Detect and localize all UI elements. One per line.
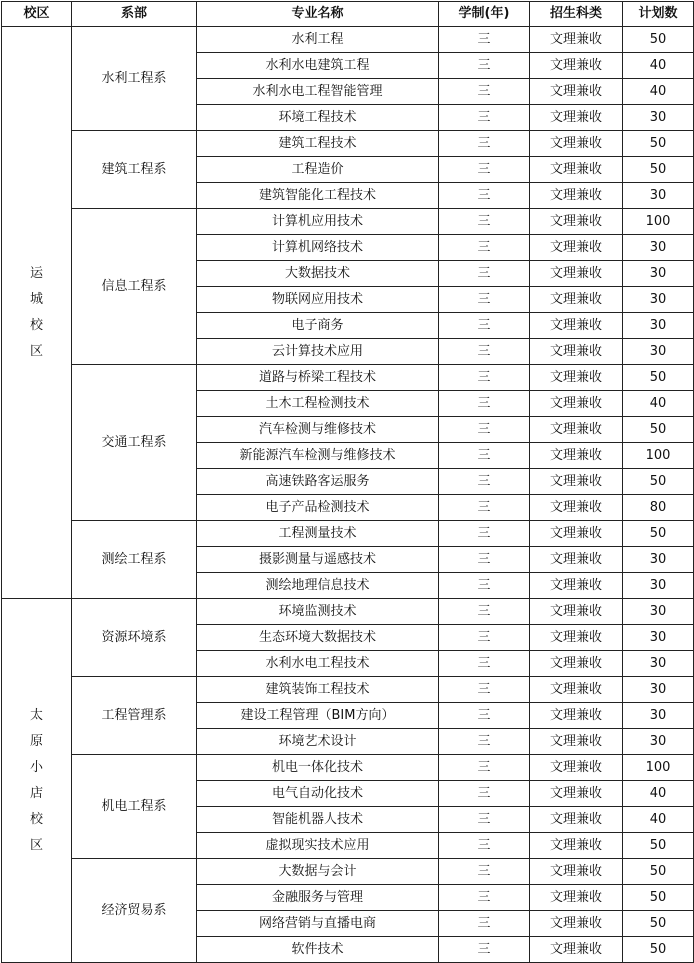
table-row: [2, 521, 694, 547]
table-row: [2, 365, 694, 391]
plan-count-cell: 30: [623, 625, 694, 651]
plan-count-cell: 30: [623, 105, 694, 131]
major-name-cell: 土木工程检测技术: [197, 391, 439, 417]
duration-cell: 三: [439, 287, 530, 313]
duration-cell: 三: [439, 885, 530, 911]
department-cell: 建筑工程系: [72, 131, 197, 209]
duration-cell: 三: [439, 443, 530, 469]
header-plan-count: 计划数: [623, 2, 694, 27]
major-name-cell: 建筑装饰工程技术: [197, 677, 439, 703]
plan-count-cell: 50: [623, 469, 694, 495]
major-name-cell: 云计算技术应用: [197, 339, 439, 365]
category-cell: 文理兼收: [530, 859, 623, 885]
header-major: 专业名称: [197, 2, 439, 27]
plan-count-cell: 50: [623, 27, 694, 53]
plan-count-cell: 50: [623, 937, 694, 963]
plan-count-cell: 30: [623, 547, 694, 573]
category-cell: 文理兼收: [530, 131, 623, 157]
duration-cell: 三: [439, 261, 530, 287]
duration-cell: 三: [439, 183, 530, 209]
category-cell: 文理兼收: [530, 261, 623, 287]
duration-cell: 三: [439, 625, 530, 651]
plan-count-cell: 30: [623, 573, 694, 599]
category-cell: 文理兼收: [530, 469, 623, 495]
category-cell: 文理兼收: [530, 781, 623, 807]
major-name-cell: 工程测量技术: [197, 521, 439, 547]
duration-cell: 三: [439, 937, 530, 963]
category-cell: 文理兼收: [530, 729, 623, 755]
department-cell: 水利工程系: [72, 27, 197, 131]
duration-cell: 三: [439, 131, 530, 157]
category-cell: 文理兼收: [530, 209, 623, 235]
table-row: [2, 599, 694, 625]
major-name-cell: 电子商务: [197, 313, 439, 339]
major-name-cell: 工程造价: [197, 157, 439, 183]
major-name-cell: 环境工程技术: [197, 105, 439, 131]
duration-cell: 三: [439, 859, 530, 885]
duration-cell: 三: [439, 781, 530, 807]
table-row: [2, 131, 694, 157]
major-name-cell: 水利工程: [197, 27, 439, 53]
major-name-cell: 网络营销与直播电商: [197, 911, 439, 937]
major-name-cell: 高速铁路客运服务: [197, 469, 439, 495]
duration-cell: 三: [439, 755, 530, 781]
major-name-cell: 环境监测技术: [197, 599, 439, 625]
major-name-cell: 环境艺术设计: [197, 729, 439, 755]
plan-count-cell: 30: [623, 287, 694, 313]
header-row: [2, 2, 694, 27]
category-cell: 文理兼收: [530, 755, 623, 781]
category-cell: 文理兼收: [530, 287, 623, 313]
duration-cell: 三: [439, 547, 530, 573]
plan-count-cell: 50: [623, 521, 694, 547]
duration-cell: 三: [439, 911, 530, 937]
enrollment-plan-table: [1, 1, 694, 963]
duration-cell: 三: [439, 391, 530, 417]
category-cell: 文理兼收: [530, 833, 623, 859]
duration-cell: 三: [439, 365, 530, 391]
major-name-cell: 生态环境大数据技术: [197, 625, 439, 651]
category-cell: 文理兼收: [530, 677, 623, 703]
major-name-cell: 机电一体化技术: [197, 755, 439, 781]
duration-cell: 三: [439, 27, 530, 53]
major-name-cell: 建设工程管理（BIM方向）: [197, 703, 439, 729]
plan-count-cell: 100: [623, 209, 694, 235]
plan-count-cell: 30: [623, 703, 694, 729]
major-name-cell: 水利水电工程技术: [197, 651, 439, 677]
table-body: [2, 27, 694, 963]
duration-cell: 三: [439, 417, 530, 443]
major-name-cell: 软件技术: [197, 937, 439, 963]
plan-count-cell: 30: [623, 677, 694, 703]
plan-count-cell: 100: [623, 443, 694, 469]
category-cell: 文理兼收: [530, 885, 623, 911]
duration-cell: 三: [439, 703, 530, 729]
major-name-cell: 电子产品检测技术: [197, 495, 439, 521]
plan-count-cell: 50: [623, 911, 694, 937]
category-cell: 文理兼收: [530, 79, 623, 105]
plan-count-cell: 50: [623, 885, 694, 911]
category-cell: 文理兼收: [530, 547, 623, 573]
major-name-cell: 汽车检测与维修技术: [197, 417, 439, 443]
campus-name: 运城校区: [29, 265, 43, 359]
plan-count-cell: 40: [623, 391, 694, 417]
plan-count-cell: 50: [623, 131, 694, 157]
major-name-cell: 智能机器人技术: [197, 807, 439, 833]
campus-cell: [2, 599, 72, 963]
duration-cell: 三: [439, 729, 530, 755]
duration-cell: 三: [439, 573, 530, 599]
category-cell: 文理兼收: [530, 365, 623, 391]
plan-count-cell: 30: [623, 313, 694, 339]
category-cell: 文理兼收: [530, 651, 623, 677]
category-cell: 文理兼收: [530, 911, 623, 937]
category-cell: 文理兼收: [530, 339, 623, 365]
header-category: 招生科类: [530, 2, 623, 27]
category-cell: 文理兼收: [530, 235, 623, 261]
department-cell: 机电工程系: [72, 755, 197, 859]
category-cell: 文理兼收: [530, 417, 623, 443]
category-cell: 文理兼收: [530, 937, 623, 963]
plan-count-cell: 50: [623, 365, 694, 391]
department-cell: 交通工程系: [72, 365, 197, 521]
duration-cell: 三: [439, 313, 530, 339]
table-row: [2, 209, 694, 235]
major-name-cell: 大数据技术: [197, 261, 439, 287]
duration-cell: 三: [439, 79, 530, 105]
duration-cell: 三: [439, 235, 530, 261]
table-row: [2, 755, 694, 781]
duration-cell: 三: [439, 651, 530, 677]
plan-count-cell: 50: [623, 859, 694, 885]
department-cell: 资源环境系: [72, 599, 197, 677]
major-name-cell: 计算机应用技术: [197, 209, 439, 235]
department-cell: 经济贸易系: [72, 859, 197, 963]
duration-cell: 三: [439, 807, 530, 833]
department-cell: 信息工程系: [72, 209, 197, 365]
plan-count-cell: 50: [623, 417, 694, 443]
category-cell: 文理兼收: [530, 443, 623, 469]
duration-cell: 三: [439, 495, 530, 521]
category-cell: 文理兼收: [530, 53, 623, 79]
major-name-cell: 水利水电工程智能管理: [197, 79, 439, 105]
plan-count-cell: 40: [623, 781, 694, 807]
header-department: 系部: [72, 2, 197, 27]
category-cell: 文理兼收: [530, 599, 623, 625]
duration-cell: 三: [439, 833, 530, 859]
category-cell: 文理兼收: [530, 625, 623, 651]
major-name-cell: 测绘地理信息技术: [197, 573, 439, 599]
plan-count-cell: 50: [623, 157, 694, 183]
major-name-cell: 水利水电建筑工程: [197, 53, 439, 79]
major-name-cell: 建筑智能化工程技术: [197, 183, 439, 209]
plan-count-cell: 50: [623, 833, 694, 859]
plan-count-cell: 40: [623, 53, 694, 79]
category-cell: 文理兼收: [530, 183, 623, 209]
major-name-cell: 道路与桥梁工程技术: [197, 365, 439, 391]
plan-count-cell: 30: [623, 651, 694, 677]
category-cell: 文理兼收: [530, 27, 623, 53]
plan-count-cell: 30: [623, 261, 694, 287]
category-cell: 文理兼收: [530, 573, 623, 599]
plan-count-cell: 30: [623, 183, 694, 209]
duration-cell: 三: [439, 599, 530, 625]
major-name-cell: 建筑工程技术: [197, 131, 439, 157]
major-name-cell: 计算机网络技术: [197, 235, 439, 261]
duration-cell: 三: [439, 53, 530, 79]
major-name-cell: 新能源汽车检测与维修技术: [197, 443, 439, 469]
major-name-cell: 金融服务与管理: [197, 885, 439, 911]
table-row: [2, 859, 694, 885]
plan-count-cell: 30: [623, 599, 694, 625]
campus-cell: [2, 27, 72, 599]
category-cell: 文理兼收: [530, 157, 623, 183]
duration-cell: 三: [439, 339, 530, 365]
major-name-cell: 电气自动化技术: [197, 781, 439, 807]
department-cell: 工程管理系: [72, 677, 197, 755]
duration-cell: 三: [439, 469, 530, 495]
plan-count-cell: 40: [623, 807, 694, 833]
category-cell: 文理兼收: [530, 521, 623, 547]
department-cell: 测绘工程系: [72, 521, 197, 599]
header-campus: 校区: [2, 2, 72, 27]
category-cell: 文理兼收: [530, 807, 623, 833]
campus-name: 太原小店校区: [29, 707, 43, 853]
major-name-cell: 虚拟现实技术应用: [197, 833, 439, 859]
duration-cell: 三: [439, 209, 530, 235]
category-cell: 文理兼收: [530, 105, 623, 131]
major-name-cell: 大数据与会计: [197, 859, 439, 885]
major-name-cell: 摄影测量与遥感技术: [197, 547, 439, 573]
table-row: [2, 677, 694, 703]
header-duration: 学制(年): [439, 2, 530, 27]
plan-count-cell: 30: [623, 339, 694, 365]
duration-cell: 三: [439, 105, 530, 131]
duration-cell: 三: [439, 677, 530, 703]
plan-count-cell: 30: [623, 729, 694, 755]
plan-count-cell: 100: [623, 755, 694, 781]
category-cell: 文理兼收: [530, 391, 623, 417]
major-name-cell: 物联网应用技术: [197, 287, 439, 313]
plan-count-cell: 40: [623, 79, 694, 105]
category-cell: 文理兼收: [530, 313, 623, 339]
plan-count-cell: 30: [623, 235, 694, 261]
table-row: [2, 27, 694, 53]
duration-cell: 三: [439, 157, 530, 183]
category-cell: 文理兼收: [530, 495, 623, 521]
plan-count-cell: 80: [623, 495, 694, 521]
duration-cell: 三: [439, 521, 530, 547]
category-cell: 文理兼收: [530, 703, 623, 729]
